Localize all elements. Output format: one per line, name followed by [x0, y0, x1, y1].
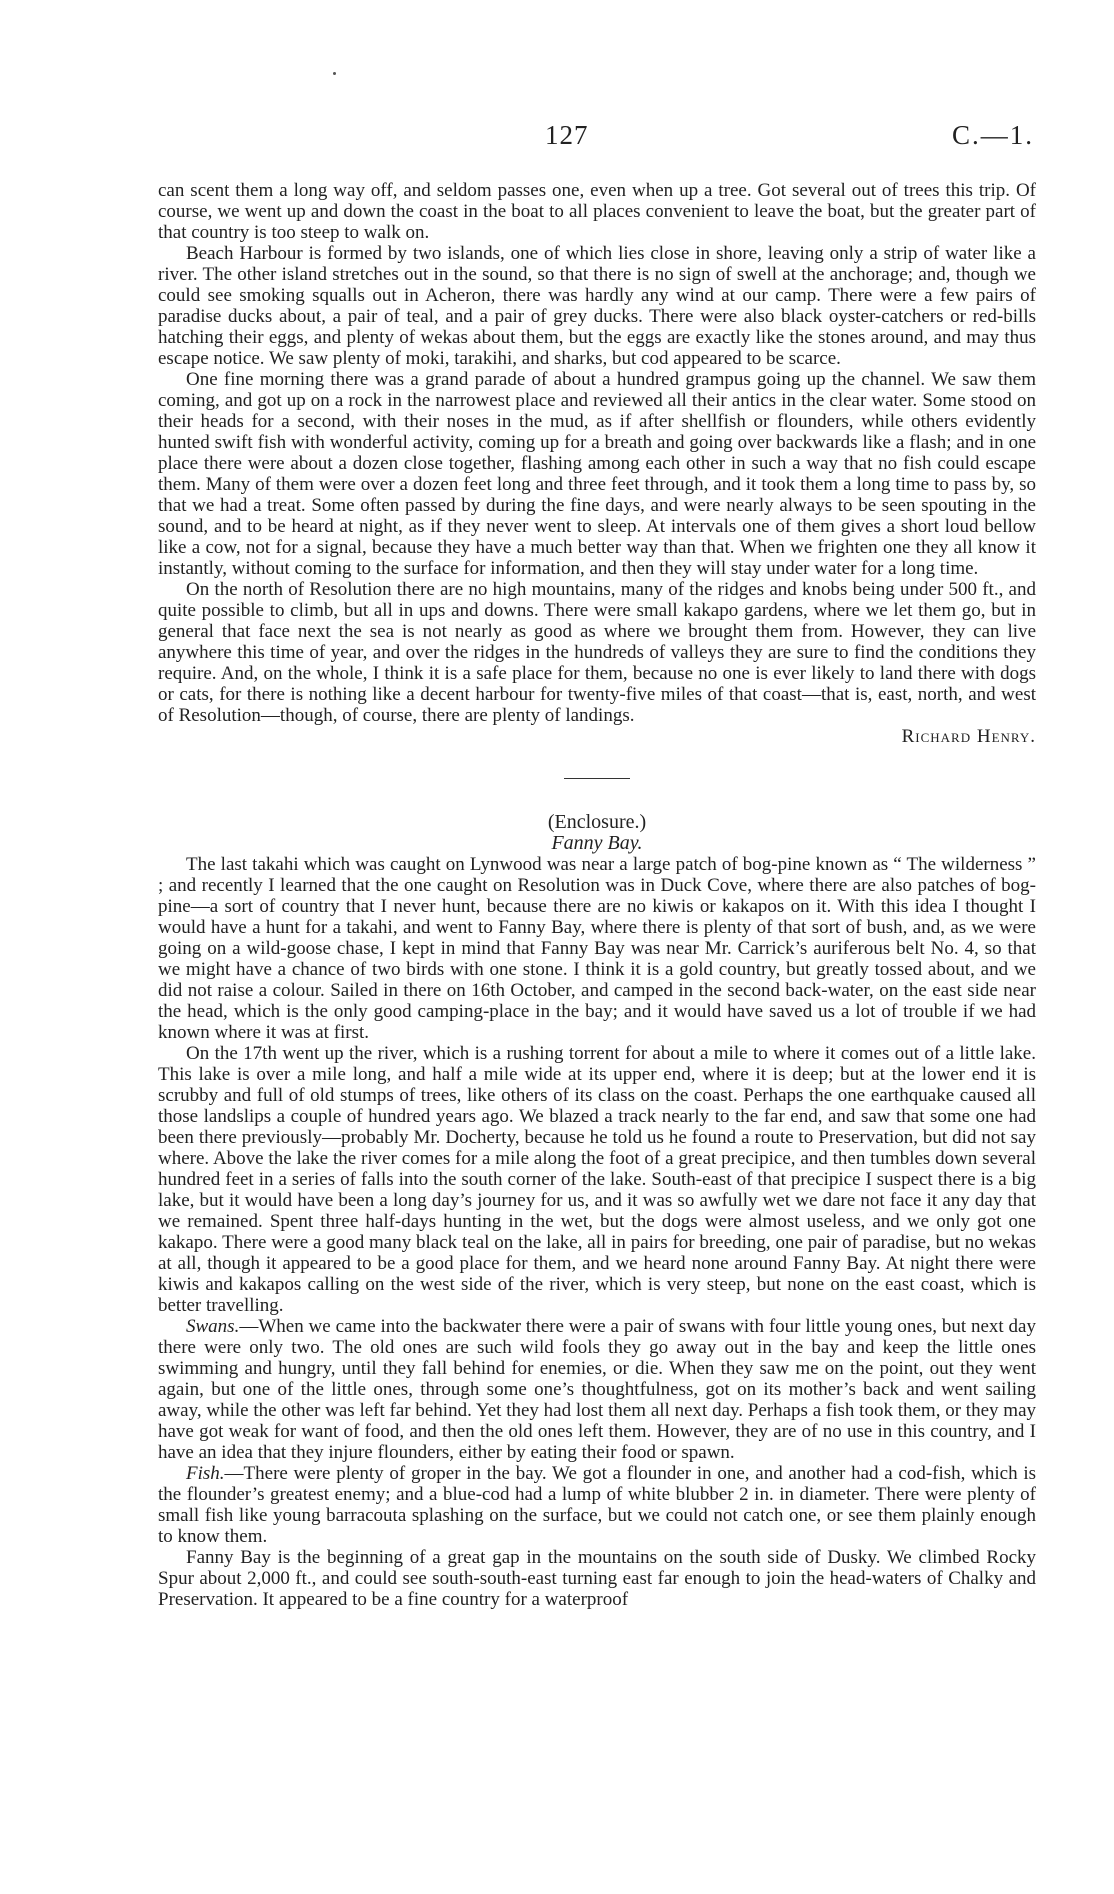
paragraph-river-lake: On the 17th went up the river, which is a rushing torrent for about a mile to where it comes out of a little lake. This lake is over a mile long, and half a mile wide at its upper end, where it is deep; but at the lower end it is scrubby and full of old stumps of trees, like others of its class on the coast. Perhaps the one earthquake caused all those landslips a couple of hundred years ago. We blazed a track nearly to the far end, and saw that some one had been there previously—probably Mr. Docherty, because he told us he found a route to Preservation, but did not say where. Above the lake the river comes for a mile along the foot of a great precipice, and then tumbles down several hundred feet in a series of falls into the south corner of the lake. South-east of that precipice I suspect there is a big lake, but it would have been a long day’s journey for us, and it was so awfully wet we dare not face it any day that we remained. Spent three half-days hunting in the wet, but the dogs were almost useless, and we only got one kakapo. There were a good many black teal on the lake, all in pairs for breeding, one pair of paradise, but no wekas at all, though it appeared to be a good place for them, and we heard none around Fanny Bay. At night there were kiwis and kakapos calling on the west side of the river, which is very steep, but none on the east coast, which is better travelling.	[158, 1043, 1036, 1316]
paragraph-swans	[158, 1316, 1036, 1463]
document-reference: C.—1.	[951, 120, 1034, 150]
paragraph-north-resolution: On the north of Resolution there are no high mountains, many of the ridges and knobs being under 500 ft., and quite possible to climb, but all in ups and downs. There were small kakapo gardens, where we let them go, but in general that face next the sea is not nearly as good as where we brought them from. However, they can live anywhere this time of year, and over the ridges in the hundreds of valleys they are sure to find the conditions they require. And, on the whole, I think it is a safe place for them, because no one is ever likely to land there with dogs or cats, for there is nothing like a decent harbour for twenty-five miles of that coast—that is, east, north, and west of Resolution—though, of course, there are plenty of landings.	[158, 579, 1036, 726]
body-text	[158, 180, 1036, 1610]
paragraph-fish	[158, 1463, 1036, 1547]
paragraph-beach-harbour: Beach Harbour is formed by two islands, one of which lies close in shore, leaving only a strip of water like a river. The other island stretches out in the sound, so that there is no sign of swell at the anchorage; and, though we could see smoking squalls out in Acheron, there was hardly any wind at our camp. There were a few pairs of paradise ducks about, a pair of teal, and a pair of grey ducks. There were also black oyster-catchers or red-bills hatching their eggs, and plenty of wekas about them, but the eggs are exactly like the stones around, and may thus escape notice. We saw plenty of moki, tarakihi, and sharks, but cod appeared to be scarce.	[158, 243, 1036, 369]
enclosure-heading: (Enclosure.)	[547, 811, 647, 833]
place-heading: Fanny Bay.	[551, 832, 643, 854]
fish-run-in-heading: Fish.	[186, 1463, 225, 1484]
swans-run-in-heading: Swans.	[186, 1316, 240, 1337]
page-header	[0, 120, 1114, 160]
paragraph-takahi-hunt: The last takahi which was caught on Lynwood was near a large patch of bog-pine known as “ The wilderness ” ; and recently I learned that the one caught on Resolution was in Duck Cove, where there are also patches of bog-pine—a sort of country that I never hunt, because there are no kiwis or kakapos on it. With this idea I thought I would have a hunt for a takahi, and went to Fanny Bay, where there is plenty of that sort of bush, and, as we were going on a wild-goose chase, I kept in mind that Fanny Bay was near Mr. Carrick’s auriferous belt No. 4, so that we might have a chance of two birds with one stone. I think it is a gold country, but greatly tossed about, and we did not raise a colour. Sailed in there on 16th October, and camped in the second back-water, on the east side near the head, which is the only good camping-place in the bay; and it would have saved us a lot of trouble if we had known where it was at first.	[158, 854, 1036, 1043]
page-number: 127	[545, 120, 589, 150]
signature: Richard Henry.	[901, 726, 1036, 747]
paragraph-continued: can scent them a long way off, and seldom passes one, even when up a tree. Got several out of trees this trip. Of course, we went up and down the coast in the boat to all places convenient to leave the boat, but the greater part of that country is too steep to walk on.	[158, 180, 1036, 243]
section-divider	[564, 778, 630, 779]
paragraph-grampus: One fine morning there was a grand parade of about a hundred grampus going up the channel. We saw them coming, and got up on a rock in the narrowest place and reviewed all their antics in the clear water. Some stood on their heads for a second, with their noses in the mud, as if after shellfish or flounders, while others evidently hunted swift fish with wonderful activity, coming up for a breath and going over backwards like a flash; and in one place there were about a dozen close together, flashing among each other in such a way that no fish could escape them. Many of them were over a dozen feet long and three feet through, and it took them a long time to pass by, so that we had a treat. Some often passed by during the fine days, and were nearly always to be seen spouting in the sound, and to be heard at night, as if they never went to sleep. At intervals one of them gives a short loud bellow like a cow, not for a signal, because they have a much better way than that. When we frighten one they all know it instantly, without coming to the surface for information, and then they will stay under water for a long time.	[158, 369, 1036, 579]
scan-speck	[333, 72, 336, 75]
swans-text: —When we came into the backwater there were a pair of swans with four little young ones, but next day there were only two. The old ones are such wild fools they go away out in the bay and keep the little ones swimming and hungry, until they fall behind for enemies, or die. When they saw me on the point, out they went again, but one of the little ones, through some one’s thoughtfulness, got on its mother’s back and went sailing away, while the other was left far behind. Yet they had lost them all next day. Perhaps a fish took them, or they may have got weak for want of food, and then the old ones left them. However, they are of no use in this country, and I have an idea that they injure flounders, either by eating their food or spawn.	[158, 1316, 1036, 1463]
fish-text: —There were plenty of groper in the bay. We got a flounder in one, and another had a cod-fish, which is the flounder’s greatest enemy; and a blue-cod had a lump of white blubber 2 in. in diameter. There were plenty of small fish like young barracouta splashing on the surface, but we could not catch one, or see them plainly enough to know them.	[158, 1463, 1036, 1547]
paragraph-fanny-bay-gap: Fanny Bay is the beginning of a great gap in the mountains on the south side of Dusky. We climbed Rocky Spur about 2,000 ft., and could see south-south-east turning east far enough to join the head-waters of Chalky and Preservation. It appeared to be a fine country for a waterproof	[158, 1547, 1036, 1610]
